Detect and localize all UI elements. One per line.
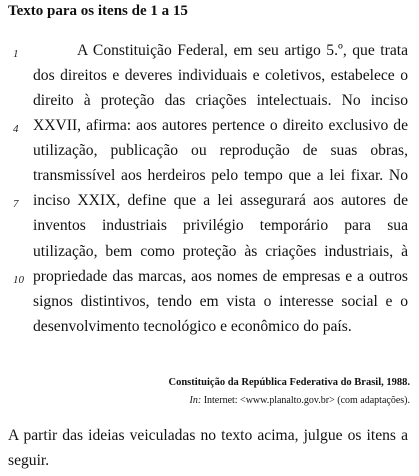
question-line: seguir. [8,452,50,469]
source-reference [190,394,410,408]
line-number: 4 [13,123,19,135]
source-in-label: In: [189,395,202,406]
passage-line: inventos industriais privilégio temporário para sua [33,217,408,234]
source-title: Constituição da República Federativa do Brasil, 1988. [168,377,410,388]
passage-line: XXVII, afirma: aos autores pertence o direito exclusivo de [33,117,408,134]
line-number: 10 [13,274,24,286]
line-number: 7 [13,198,19,210]
line-number: 1 [13,48,19,60]
passage-line: utilização, publicação ou reprodução de suas obras, [33,142,408,159]
passage-line: signos distintivos, tendo em vista o interesse social e o [33,293,408,310]
passage-line: propriedade das marcas, aos nomes de empresas e a outros [33,268,408,285]
passage-line: direito à proteção das criações intelectuais. No inciso [33,92,408,109]
passage-line: A Constituição Federal, em seu artigo 5.º, que trata [77,42,408,59]
passage-line: dos direitos e deveres individuais e coletivos, estabelece o [33,67,408,84]
passage-line: utilização, bem como proteção às criações industriais, à [33,243,408,260]
passage-heading: Texto para os itens de 1 a 15 [8,3,188,19]
question-line: A partir das ideias veiculadas no texto acima, julgue os itens a [8,427,408,444]
source-reference-text: Internet: <www.planalto.gov.br> (com adaptações). [203,395,410,406]
passage-line: inciso XXIX, define que a lei assegurará aos autores de [33,192,408,209]
passage-line: transmissível aos herdeiros pelo tempo que a lei fixar. No [33,167,408,184]
passage-line: desenvolvimento tecnológico e econômico do país. [33,318,352,335]
